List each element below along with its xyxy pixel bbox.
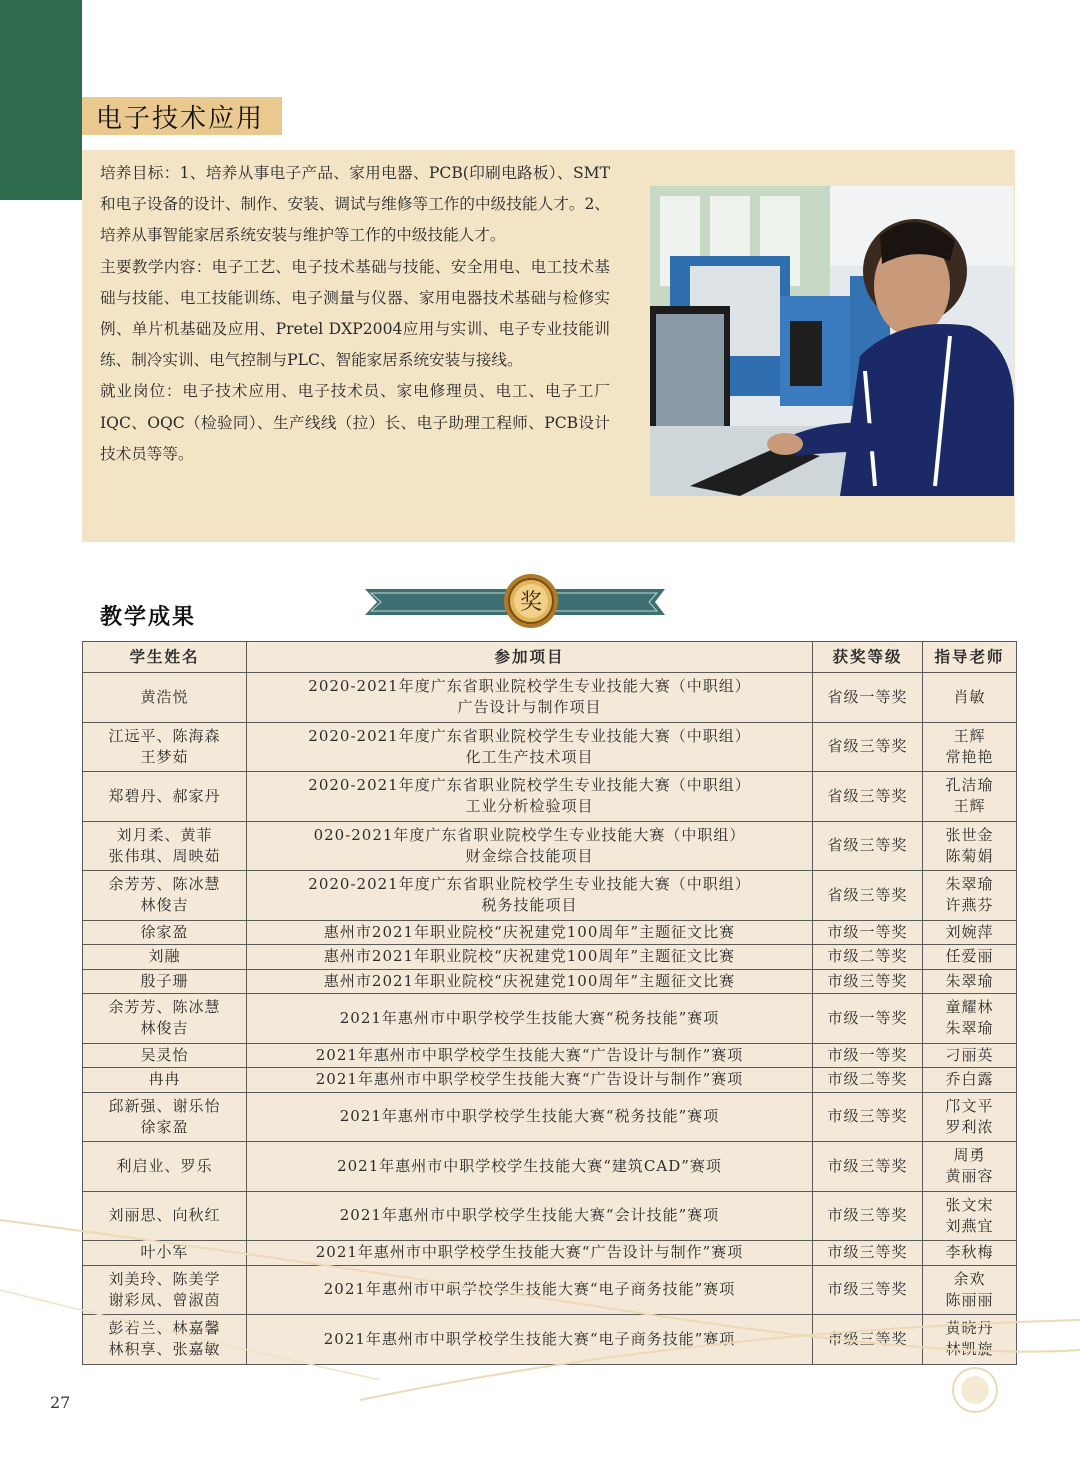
header-teacher: 指导老师 — [923, 642, 1017, 673]
student-names: 余芳芳、陈冰慧 林俊吉 — [83, 871, 247, 921]
project-name: 2021年惠州市中职学校学生技能大赛“会计技能”赛项 — [247, 1191, 813, 1241]
student-names: 吴灵怡 — [83, 1043, 247, 1068]
header-project: 参加项目 — [247, 642, 813, 673]
table-row — [83, 945, 1017, 970]
award-level: 市级二等奖 — [813, 945, 923, 970]
award-level: 市级三等奖 — [813, 1265, 923, 1315]
project-name: 惠州市2021年职业院校“庆祝建党100周年”主题征文比赛 — [247, 945, 813, 970]
classroom-photo — [650, 186, 1014, 496]
student-names: 江远平、陈海森 王梦茹 — [83, 722, 247, 772]
table-row — [83, 772, 1017, 822]
award-level: 省级三等奖 — [813, 722, 923, 772]
table-row — [83, 920, 1017, 945]
student-names: 叶小军 — [83, 1241, 247, 1266]
award-level: 省级三等奖 — [813, 772, 923, 822]
award-level: 市级二等奖 — [813, 1068, 923, 1093]
project-name: 2020-2021年度广东省职业院校学生专业技能大赛（中职组） 广告设计与制作项目 — [247, 673, 813, 723]
teaching-content: 主要教学内容：电子工艺、电子技术基础与技能、安全用电、电工技术基础与技能、电工技能训练、电子测量与仪器、家用电器技术基础与检修实例、单片机基础及应用、Pretel DXP2004应用与实训、电子专业技能训练、制冷实训、电气控制与PLC、智能家居系统安装与接线。 — [100, 257, 610, 370]
award-level: 省级三等奖 — [813, 871, 923, 921]
student-names: 刘融 — [83, 945, 247, 970]
table-row — [83, 722, 1017, 772]
student-names: 刘丽思、向秋红 — [83, 1191, 247, 1241]
decorative-lines — [0, 1180, 1080, 1463]
project-name: 020-2021年度广东省职业院校学生专业技能大赛（中职组） 财金综合技能项目 — [247, 821, 813, 871]
award-level: 市级三等奖 — [813, 1092, 923, 1142]
table-row — [83, 673, 1017, 723]
table-row — [83, 1092, 1017, 1142]
green-accent-bar — [0, 0, 82, 200]
project-name: 惠州市2021年职业院校“庆祝建党100周年”主题征文比赛 — [247, 969, 813, 994]
project-name: 2021年惠州市中职学校学生技能大赛“广告设计与制作”赛项 — [247, 1241, 813, 1266]
teacher-names: 张世金 陈菊娟 — [923, 821, 1017, 871]
project-name: 2021年惠州市中职学校学生技能大赛“建筑CAD”赛项 — [247, 1142, 813, 1192]
teacher-names: 黄晓丹 林凯旋 — [923, 1315, 1017, 1365]
teacher-names: 余欢 陈丽丽 — [923, 1265, 1017, 1315]
student-names: 利启业、罗乐 — [83, 1142, 247, 1192]
results-title: 教学成果 — [100, 605, 197, 630]
project-name: 2021年惠州市中职学校学生技能大赛“广告设计与制作”赛项 — [247, 1043, 813, 1068]
project-name: 2020-2021年度广东省职业院校学生专业技能大赛（中职组） 工业分析检验项目 — [247, 772, 813, 822]
job-positions: 就业岗位：电子技术应用、电子技术员、家电修理员、电工、电子工厂IQC、OQC（检验同）、生产线线（拉）长、电子助理工程师、PCB设计技术员等等。 — [100, 382, 610, 463]
teacher-names: 童耀林 朱翠瑜 — [923, 994, 1017, 1044]
teacher-names: 任爱丽 — [923, 945, 1017, 970]
table-row — [83, 969, 1017, 994]
medal-char: 奖 — [519, 590, 543, 615]
teacher-names: 刘婉萍 — [923, 920, 1017, 945]
award-level: 市级一等奖 — [813, 920, 923, 945]
award-level: 市级三等奖 — [813, 1191, 923, 1241]
award-level: 市级一等奖 — [813, 994, 923, 1044]
teacher-names: 乔白露 — [923, 1068, 1017, 1093]
table-row — [83, 1068, 1017, 1093]
header-level: 获奖等级 — [813, 642, 923, 673]
project-name: 2020-2021年度广东省职业院校学生专业技能大赛（中职组） 化工生产技术项目 — [247, 722, 813, 772]
teacher-names: 王辉 常艳艳 — [923, 722, 1017, 772]
award-medal-icon — [503, 571, 559, 631]
student-names: 邱新强、谢乐怡 徐家盈 — [83, 1092, 247, 1142]
student-names: 郑碧丹、郝家丹 — [83, 772, 247, 822]
award-level: 市级三等奖 — [813, 969, 923, 994]
student-names: 殷子珊 — [83, 969, 247, 994]
project-name: 2021年惠州市中职学校学生技能大赛“广告设计与制作”赛项 — [247, 1068, 813, 1093]
teacher-names: 肖敏 — [923, 673, 1017, 723]
teacher-names: 孔洁瑜 王辉 — [923, 772, 1017, 822]
student-names: 徐家盈 — [83, 920, 247, 945]
award-level: 市级三等奖 — [813, 1241, 923, 1266]
student-names: 余芳芳、陈冰慧 林俊吉 — [83, 994, 247, 1044]
intro-text — [100, 158, 610, 470]
header-student: 学生姓名 — [83, 642, 247, 673]
table-row — [83, 1043, 1017, 1068]
teacher-names: 邝文平 罗利浓 — [923, 1092, 1017, 1142]
project-name: 2021年惠州市中职学校学生技能大赛“电子商务技能”赛项 — [247, 1265, 813, 1315]
teacher-names: 朱翠瑜 — [923, 969, 1017, 994]
table-row — [83, 821, 1017, 871]
award-level: 市级三等奖 — [813, 1142, 923, 1192]
student-names: 彭若兰、林嘉馨 林积享、张嘉敏 — [83, 1315, 247, 1365]
student-names: 刘月柔、黄菲 张伟琪、周映茹 — [83, 821, 247, 871]
teacher-names: 张文宋 刘燕宜 — [923, 1191, 1017, 1241]
table-header-row — [83, 642, 1017, 673]
page-number: 27 — [50, 1393, 71, 1412]
project-name: 2021年惠州市中职学校学生技能大赛“税务技能”赛项 — [247, 994, 813, 1044]
teacher-names: 刁丽英 — [923, 1043, 1017, 1068]
award-level: 省级一等奖 — [813, 673, 923, 723]
project-name: 2021年惠州市中职学校学生技能大赛“税务技能”赛项 — [247, 1092, 813, 1142]
award-level: 市级三等奖 — [813, 1315, 923, 1365]
training-goals: 培养目标：1、培养从事电子产品、家用电器、PCB(印刷电路板）、SMT和电子设备的设计、制作、安装、调试与维修等工作的中级技能人才。2、培养从事智能家居系统安装与维护等工作的中级技能人才。 — [100, 164, 610, 245]
table-row — [83, 871, 1017, 921]
teacher-names: 李秋梅 — [923, 1241, 1017, 1266]
student-names: 冉冉 — [83, 1068, 247, 1093]
teacher-names: 周勇 黄丽容 — [923, 1142, 1017, 1192]
project-name: 惠州市2021年职业院校“庆祝建党100周年”主题征文比赛 — [247, 920, 813, 945]
award-level: 市级一等奖 — [813, 1043, 923, 1068]
award-level: 省级三等奖 — [813, 821, 923, 871]
student-names: 黄浩悦 — [83, 673, 247, 723]
table-row — [83, 994, 1017, 1044]
student-names: 刘美玲、陈美学 谢彩凤、曾淑茵 — [83, 1265, 247, 1315]
project-name: 2021年惠州市中职学校学生技能大赛“电子商务技能”赛项 — [247, 1315, 813, 1365]
teacher-names: 朱翠瑜 许燕芬 — [923, 871, 1017, 921]
project-name: 2020-2021年度广东省职业院校学生专业技能大赛（中职组） 税务技能项目 — [247, 871, 813, 921]
student-at-computer-illustration — [650, 186, 1014, 496]
section-title: 电子技术应用 — [82, 97, 282, 135]
